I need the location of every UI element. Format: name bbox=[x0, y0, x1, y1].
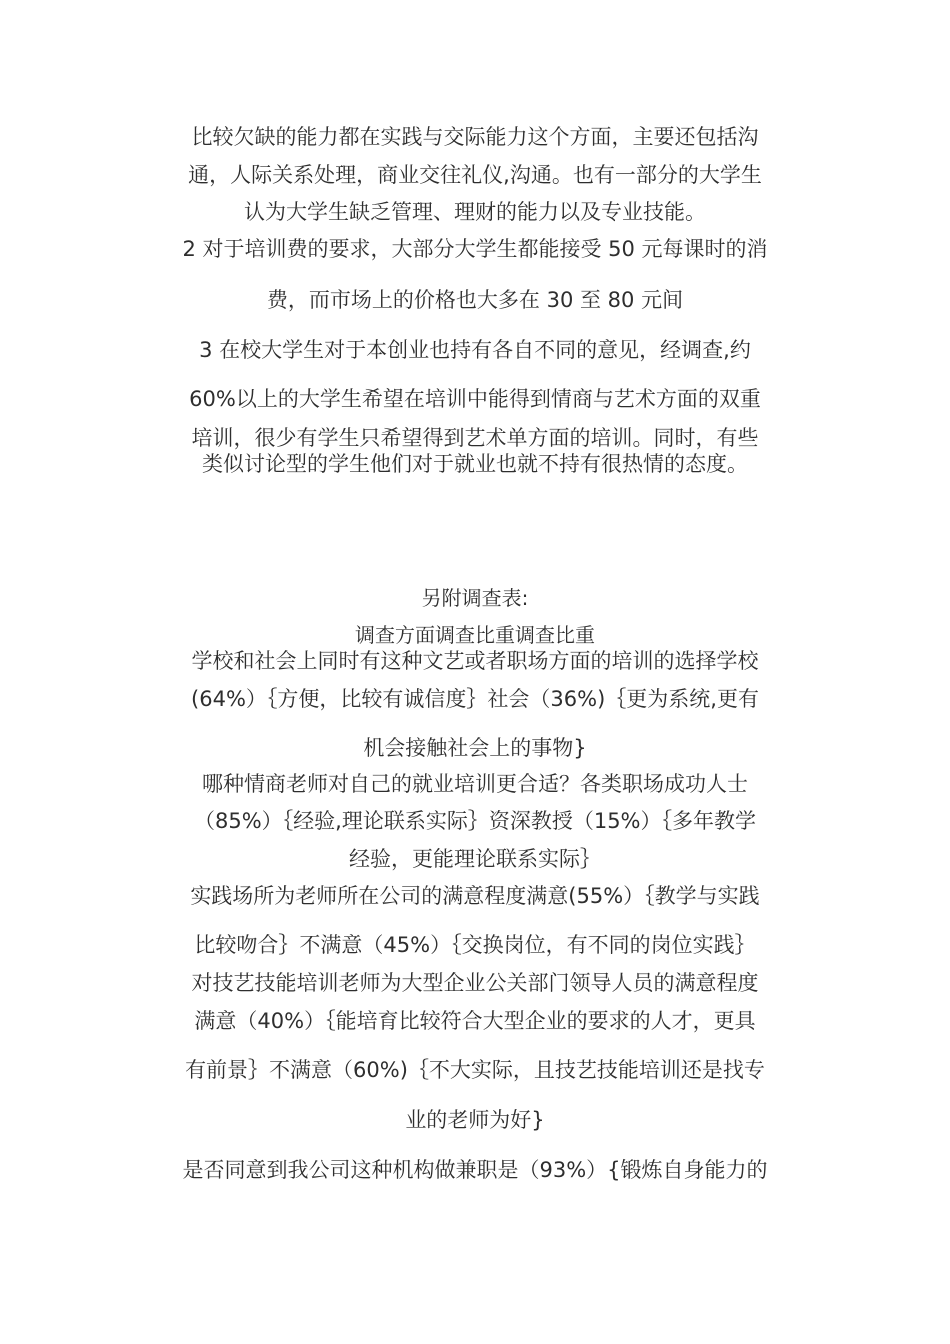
text-line: 培训，很少有学生只希望得到艺术单方面的培训。同时，有些 bbox=[191, 426, 759, 450]
text-line: 经验，更能理论联系实际｝ bbox=[349, 847, 601, 871]
text-line: 学校和社会上同时有这种文艺或者职场方面的培训的选择学校 bbox=[191, 649, 759, 673]
text-line: 满意（40%）｛能培育比较符合大型企业的要求的人才，更具 bbox=[194, 1009, 756, 1033]
text-line: 对技艺技能培训老师为大型企业公关部门领导人员的满意程度 bbox=[191, 971, 759, 995]
text-line: 比较吻合｝不满意（45%）｛交换岗位，有不同的岗位实践｝ bbox=[194, 933, 756, 957]
text-line: 60%以上的大学生希望在培训中能得到情商与艺术方面的双重 bbox=[189, 387, 761, 411]
text-line: 有前景｝不满意（60%)｛不大实际，且技艺技能培训还是找专 bbox=[185, 1058, 765, 1082]
text-line: (64%）｛方便，比较有诚信度｝社会（36%)｛更为系统,更有 bbox=[191, 687, 759, 711]
text-line: 实践场所为老师所在公司的满意程度满意(55%）｛教学与实践 bbox=[190, 884, 760, 908]
appendix-heading: 另附调查表: bbox=[421, 586, 529, 610]
text-line: 业的老师为好} bbox=[405, 1108, 545, 1132]
text-line: 费，而市场上的价格也大多在 30 至 80 元间 bbox=[266, 288, 684, 312]
text-line: 比较欠缺的能力都在实践与交际能力这个方面，主要还包括沟 bbox=[191, 125, 759, 149]
text-line: 哪种情商老师对自己的就业培训更合适？各类职场成功人士 bbox=[202, 772, 748, 796]
table-header: 调查方面调查比重调查比重 bbox=[355, 623, 595, 647]
text-line: （85%）｛经验,理论联系实际｝资深教授（15%）｛多年教学 bbox=[193, 809, 757, 833]
text-line: 是否同意到我公司这种机构做兼职是（93%）{锻炼自身能力的 bbox=[182, 1158, 768, 1182]
text-line: 2 对于培训费的要求，大部分大学生都能接受 50 元每课时的消 bbox=[182, 237, 768, 261]
text-line: 认为大学生缺乏管理、理财的能力以及专业技能。 bbox=[244, 200, 706, 224]
text-line: 类似讨论型的学生他们对于就业也就不持有很热情的态度。 bbox=[202, 452, 748, 476]
text-line: 3 在校大学生对于本创业也持有各自不同的意见，经调查,约 bbox=[199, 338, 751, 362]
text-line: 机会接触社会上的事物} bbox=[363, 736, 587, 760]
text-line: 通，人际关系处理，商业交往礼仪,沟通。也有一部分的大学生 bbox=[188, 163, 762, 187]
